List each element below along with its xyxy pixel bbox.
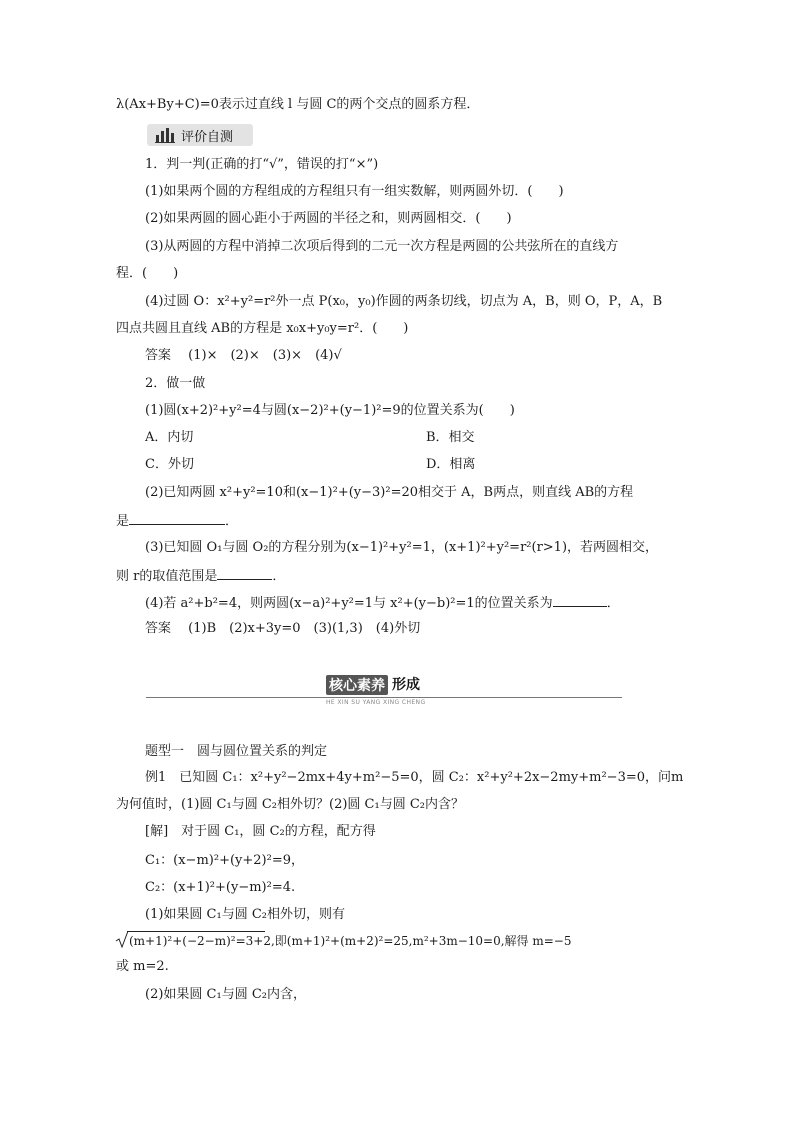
q1-item-4: (4)过圆 O：x²+y²=r²外一点 P(x₀，y₀)作圆的两条切线，切点为 A，B，则 O，P，A，B bbox=[145, 294, 663, 309]
part1-equation bbox=[129, 932, 681, 950]
q1-title: 1．判一判(正确的打“√”，错误的打“×”) bbox=[145, 157, 379, 172]
q1-item-1: (1)如果两个圆的方程组成的方程组只有一组实数解，则两圆外切．( ) bbox=[145, 184, 564, 199]
example1-line2: 为何值时，(1)圆 C₁与圆 C₂相外切？(2)圆 C₁与圆 C₂内含？ bbox=[116, 797, 464, 812]
core-section-box: 核心素养 bbox=[326, 675, 388, 695]
core-section-title: 形成 bbox=[392, 677, 420, 693]
sqrt-icon bbox=[115, 930, 129, 948]
option-b: B．相交 bbox=[426, 430, 475, 445]
part1-end: 或 m=2. bbox=[116, 959, 169, 974]
q2-item-4 bbox=[145, 593, 681, 613]
section-badge bbox=[147, 124, 253, 146]
answer-label: 答案 bbox=[145, 621, 172, 636]
period: ． bbox=[272, 569, 286, 584]
q2-item-2-text: 是 bbox=[116, 514, 130, 529]
option-d: D．相离 bbox=[426, 457, 476, 472]
q1-answer bbox=[145, 347, 681, 365]
part1-continuation: =3+2,即(m+1)²+(m+2)²=25,m²+3m−10=0,解得 m=−5 bbox=[235, 934, 572, 948]
equation-c1: C₁：(x−m)²+(y+2)²=9， bbox=[145, 853, 304, 868]
type1-title: 题型一 圆与圆位置关系的判定 bbox=[145, 744, 328, 759]
part2-text: (2)如果圆 C₁与圆 C₂内含， bbox=[145, 987, 306, 1002]
option-c: C．外切 bbox=[145, 457, 194, 472]
period: ． bbox=[225, 514, 239, 529]
q2-item-2-cont bbox=[116, 511, 681, 531]
answer-blank[interactable] bbox=[553, 593, 607, 607]
q2-item-3-text: 则 r的取值范围是 bbox=[116, 569, 218, 584]
q1-item-3-cont: 程．( ) bbox=[116, 266, 179, 281]
q2-item-3-cont bbox=[116, 566, 681, 586]
section-title: 评价自测 bbox=[181, 129, 234, 145]
answer-blank[interactable] bbox=[129, 511, 225, 525]
example1-line1: 例1 已知圆 C₁：x²+y²−2mx+4y+m²−5=0，圆 C₂：x²+y²+2x−2my+m²−3=0，问m bbox=[145, 770, 684, 785]
q2-item-3: (3)已知圆 O₁与圆 O₂的方程分别为(x−1)²+y²=1，(x+1)²+y²=r²(r>1)，若两圆相交， bbox=[145, 540, 659, 555]
answer-label: 答案 bbox=[145, 348, 172, 363]
q1-item-2: (2)如果两圆的圆心距小于两圆的半径之和，则两圆相交．( ) bbox=[145, 211, 512, 226]
answer-text: (1)× (2)× (3)× (4)√ bbox=[188, 348, 342, 363]
option-a: A．内切 bbox=[145, 430, 194, 445]
answer-text: (1)B (2)x+3y=0 (3)(1,3) (4)外切 bbox=[188, 621, 421, 636]
q2-item-2: (2)已知两圆 x²+y²=10和(x−1)²+(y−3)²=20相交于 A，B两点，则直线 AB的方程 bbox=[145, 485, 634, 500]
q1-item-4-cont: 四点共圆且直线 AB的方程是 x₀x+y₀y=r²．( ) bbox=[116, 321, 409, 336]
q2-item-4-text: (4)若 a²+b²=4，则两圆(x−a)²+y²=1与 x²+(y−b)²=1的位置关系为 bbox=[145, 596, 553, 611]
q2-item-1: (1)圆(x+2)²+y²=4与圆(x−2)²+(y−1)²=9的位置关系为( ) bbox=[145, 403, 515, 418]
part1-text: (1)如果圆 C₁与圆 C₂相外切，则有 bbox=[145, 907, 345, 922]
chart-icon bbox=[155, 127, 175, 143]
intro-text: λ(Ax+By+C)=0表示过直线 l 与圆 C的两个交点的圆系方程． bbox=[116, 97, 480, 112]
q2-answer bbox=[145, 620, 681, 638]
equation-c2: C₂：(x+1)²+(y−m)²=4. bbox=[145, 880, 296, 895]
sqrt-content: (m+1)²+(−2−m)² bbox=[129, 934, 236, 948]
section-divider bbox=[146, 697, 622, 698]
period: ． bbox=[606, 596, 620, 611]
solution-intro: [解] 对于圆 C₁，圆 C₂的方程，配方得 bbox=[145, 824, 376, 839]
core-section-subtitle: HE XIN SU YANG XING CHENG bbox=[326, 699, 426, 706]
answer-blank[interactable] bbox=[217, 566, 272, 580]
q1-item-3: (3)从两圆的方程中消掉二次项后得到的二元一次方程是两圆的公共弦所在的直线方 bbox=[145, 239, 619, 254]
q2-title: 2．做一做 bbox=[145, 376, 206, 391]
